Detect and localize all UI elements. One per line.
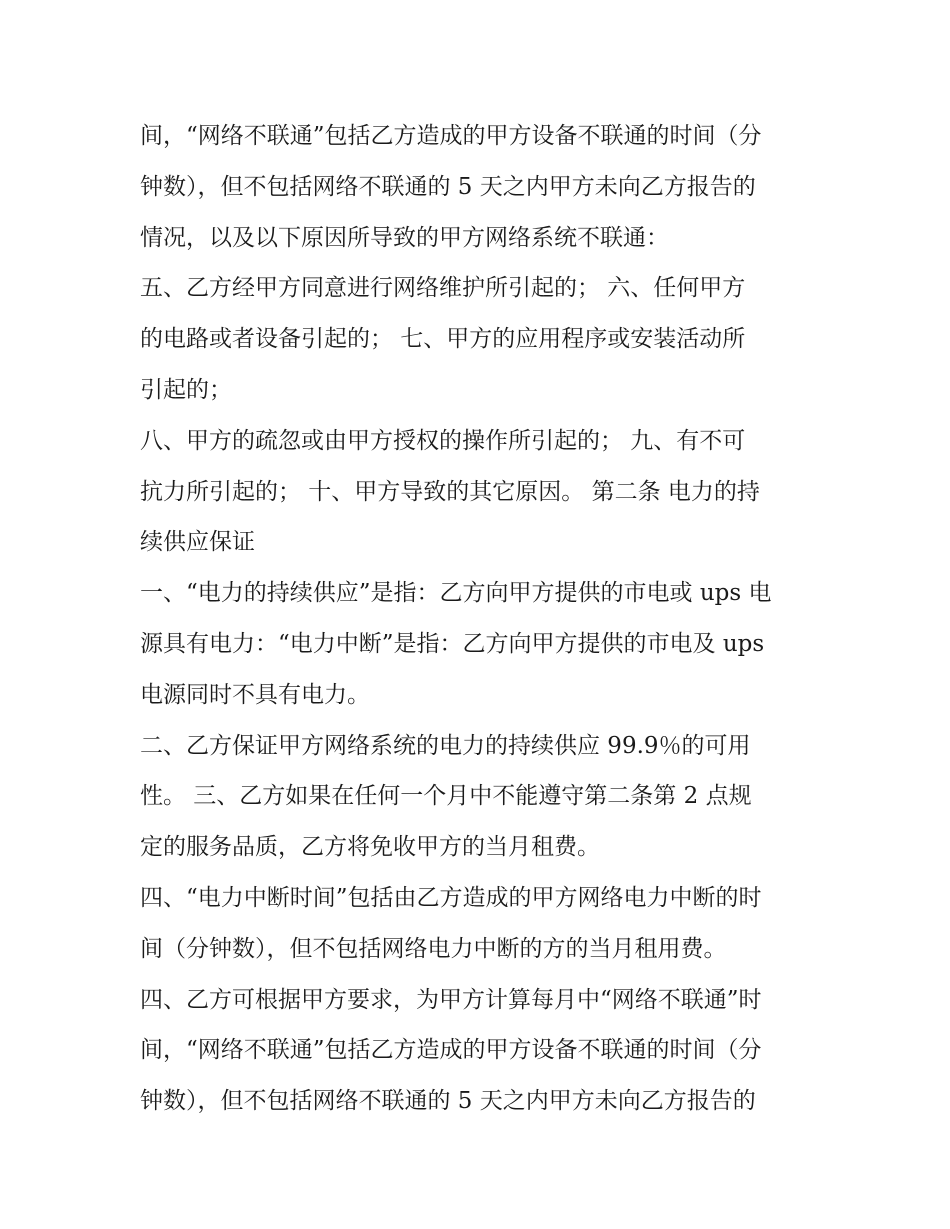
text-line-20: 钟数），但不包括网络不联通的 5 天之内甲方未向乙方报告的 <box>140 1088 756 1115</box>
text-line-2: 钟数），但不包括网络不联通的 5 天之内甲方未向乙方报告的 <box>140 173 756 200</box>
text-line-11: 源具有电力：“电力中断”是指：乙方向甲方提供的市电及 ups <box>140 630 765 657</box>
text-line-16: 四、“电力中断时间”包括由乙方造成的甲方网络电力中断的时 <box>140 884 762 911</box>
text-line-12: 电源同时不具有电力。 <box>140 681 370 708</box>
text-line-1: 间，“网络不联通”包括乙方造成的甲方设备不联通的时间（分 <box>140 123 762 149</box>
document-body <box>140 111 812 1127</box>
text-line-10: 一、“电力的持续供应”是指：乙方向甲方提供的市电或 ups 电 <box>140 580 772 607</box>
text-line-14: 性。 三、乙方如果在任何一个月中不能遵守第二条第 2 点规 <box>140 783 752 810</box>
text-line-18: 四、乙方可根据甲方要求，为甲方计算每月中“网络不联通”时 <box>140 986 762 1013</box>
text-line-9: 续供应保证 <box>140 529 255 556</box>
text-line-5: 的电路或者设备引起的； 七、甲方的应用程序或安装活动所 <box>140 326 746 353</box>
text-line-7: 八、甲方的疏忽或由甲方授权的操作所引起的； 九、有不可 <box>140 427 746 454</box>
text-line-17: 间（分钟数），但不包括网络电力中断的方的当月租用费。 <box>140 935 727 962</box>
text-line-3: 情况，以及以下原因所导致的甲方网络系统不联通： <box>140 224 669 251</box>
text-line-4: 五、乙方经甲方同意进行网络维护所引起的； 六、任何甲方 <box>140 275 746 302</box>
text-line-15: 定的服务品质，乙方将免收甲方的当月租费。 <box>140 834 600 861</box>
text-line-6: 引起的； <box>140 376 232 403</box>
text-line-19: 间，“网络不联通”包括乙方造成的甲方设备不联通的时间（分 <box>140 1037 762 1064</box>
text-line-13: 二、乙方保证甲方网络系统的电力的持续供应 99.9％的可用 <box>140 732 751 759</box>
text-line-8: 抗力所引起的； 十、甲方导致的其它原因。 第二条 电力的持 <box>140 478 760 505</box>
